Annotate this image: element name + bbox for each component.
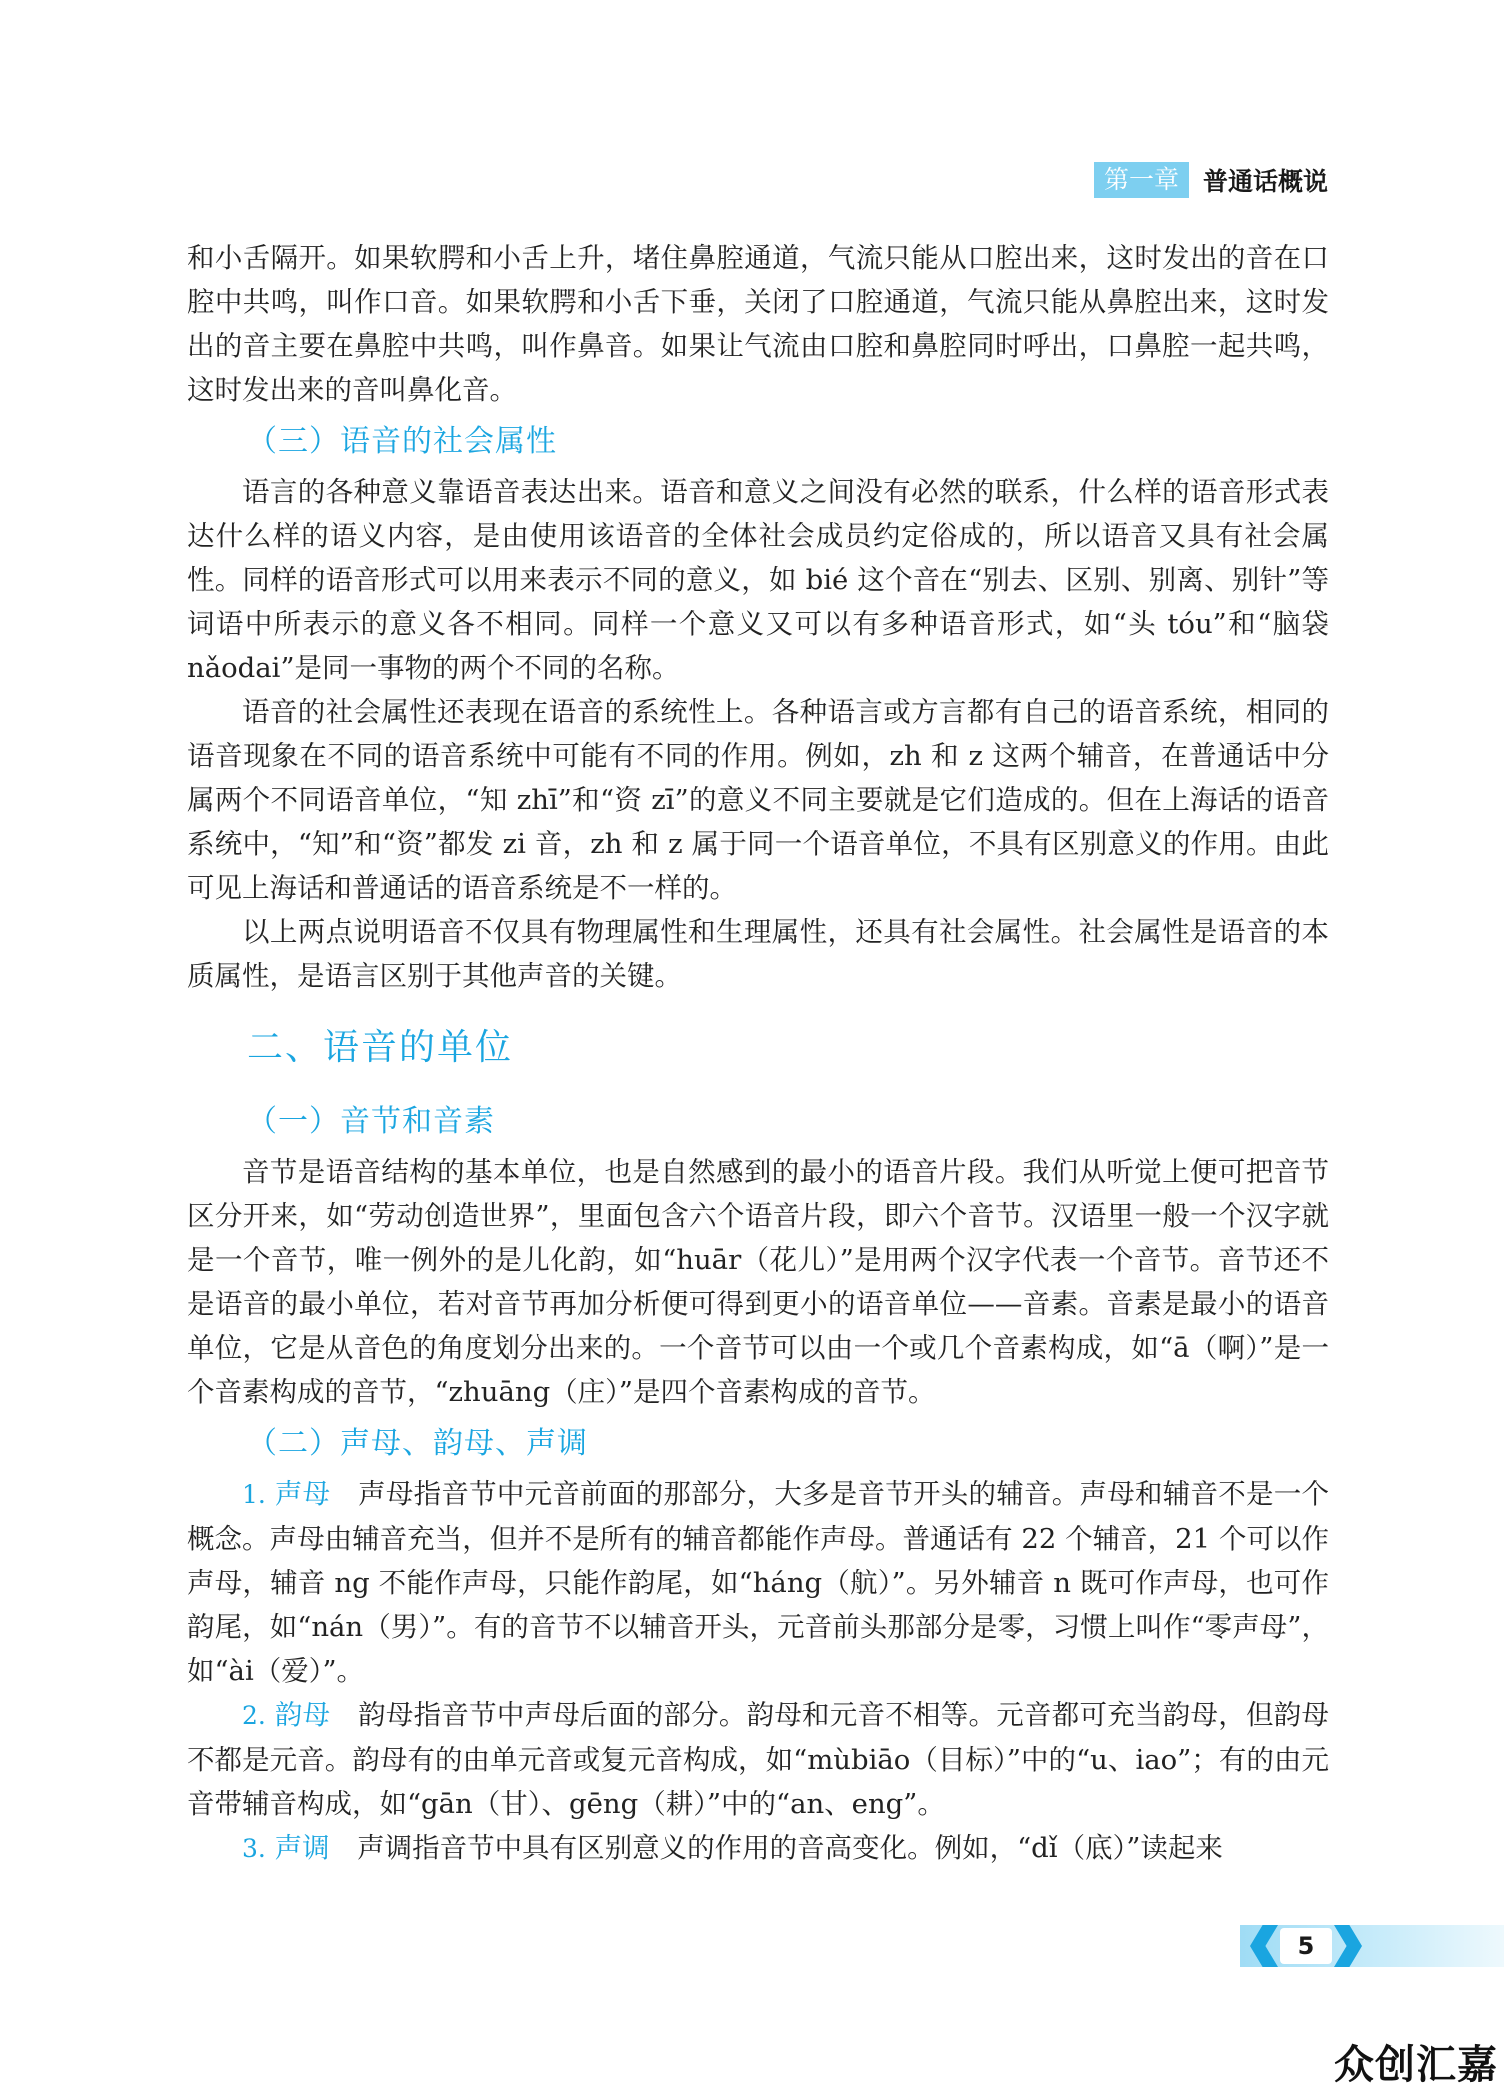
item-number: 2.	[242, 1701, 266, 1730]
paragraph: 以上两点说明语音不仅具有物理属性和生理属性，还具有社会属性。社会属性是语音的本质属性，是语言区别于其他声音的关键。	[187, 916, 1329, 992]
item-text: 韵母指音节中声母后面的部分。韵母和元音不相等。元音都可充当韵母，但韵母不都是元音。韵母有的由单元音或复元音构成，如“mùbiāo（目标）”中的“u、iao”；有的由元音带辅音构成，如“gān（甘）、gēng（耕）”中的“an、eng”。	[187, 1699, 1330, 1820]
paragraph: 音节是语音结构的基本单位，也是自然感到的最小的语音片段。我们从听觉上便可把音节区分开来，如“劳动创造世界”，里面包含六个语音片段，即六个音节。汉语里一般一个汉字就是一个音节，唯一例外的是儿化韵，如“huār（花儿）”是用两个汉字代表一个音节。音节还不是语音的最小单位，若对音节再加分析便可得到更小的语音单位——音素。音素是最小的语音单位，它是从音色的角度划分出来的。一个音节可以由一个或几个音素构成，如“ā（啊）”是一个音素构成的音节，“zhuāng（庄）”是四个音素构成的音节。	[187, 1156, 1329, 1408]
item-number: 3.	[242, 1834, 266, 1863]
item-number: 1.	[242, 1480, 266, 1509]
running-head	[1094, 162, 1328, 198]
watermark: 众创汇嘉	[1334, 2042, 1498, 2088]
item-label	[242, 1478, 330, 1510]
labeled-paragraph-tones	[187, 1826, 1329, 1871]
page-number-badge	[1240, 1925, 1504, 1967]
chapter-title: 普通话概说	[1202, 167, 1328, 196]
labeled-paragraph-finals	[187, 1693, 1329, 1826]
item-text: 声母指音节中元音前面的那部分，大多是音节开头的辅音。声母和辅音不是一个概念。声母由辅音充当，但并不是所有的辅音都能作声母。普通话有 22 个辅音，21 个可以作声母，辅音 ng 不能作声母，只能作韵尾，如“háng（航）”。另外辅音 n 既可作声母，也可作韵尾，如“nán（男）”。有的音节不以辅音开头，元音前头那部分是零，习惯上叫作“零声母”，如“ài（爱）”。	[187, 1478, 1330, 1687]
item-label-text: 声调	[274, 1832, 330, 1864]
chapter-tag: 第一章	[1094, 162, 1189, 198]
item-text: 声调指音节中具有区别意义的作用的音高变化。例如，“dǐ（底）”读起来	[357, 1832, 1223, 1864]
paragraph: 语音的社会属性还表现在语音的系统性上。各种语言或方言都有自己的语音系统，相同的语音现象在不同的语音系统中可能有不同的作用。例如，zh 和 z 这两个辅音，在普通话中分属两个不同语音单位，“知 zhī”和“资 zī”的意义不同主要就是它们造成的。但在上海话的语音系统中，“知”和“资”都发 zi 音，zh 和 z 属于同一个语音单位，不具有区别意义的作用。由此可见上海话和普通话的语音系统是不一样的。	[187, 696, 1329, 904]
labeled-paragraph-initials	[187, 1472, 1329, 1693]
item-label	[242, 1832, 330, 1864]
paragraph: 和小舌隔开。如果软腭和小舌上升，堵住鼻腔通道，气流只能从口腔出来，这时发出的音在口腔中共鸣，叫作口音。如果软腭和小舌下垂，关闭了口腔通道，气流只能从鼻腔出来，这时发出的音主要在鼻腔中共鸣，叫作鼻音。如果让气流由口腔和鼻腔同时呼出，口鼻腔一起共鸣，这时发出来的音叫鼻化音。	[187, 242, 1329, 406]
section-heading-syllable-phoneme: （一）音节和音素	[247, 1104, 495, 1139]
chevron-left-icon	[1250, 1925, 1278, 1967]
section-heading-initials-finals-tones: （二）声母、韵母、声调	[247, 1426, 588, 1461]
chapter-section-heading: 二、语音的单位	[247, 1027, 514, 1068]
item-label-text: 韵母	[274, 1699, 331, 1731]
paragraph: 语言的各种意义靠语音表达出来。语音和意义之间没有必然的联系，什么样的语音形式表达什么样的语义内容，是由使用该语音的全体社会成员约定俗成的，所以语音又具有社会属性。同样的语音形式可以用来表示不同的意义，如 bié 这个音在“别去、区别、别离、别针”等词语中所表示的意义各不相同。同样一个意义又可以有多种语音形式，如“头 tóu”和“脑袋 nǎodai”是同一事物的两个不同的名称。	[187, 476, 1329, 684]
item-label	[242, 1699, 330, 1731]
page-body	[187, 236, 1329, 1871]
page-number: 5	[1280, 1928, 1332, 1964]
item-label-text: 声母	[274, 1478, 331, 1510]
chevron-right-icon	[1334, 1925, 1362, 1967]
section-heading-social-attribute: （三）语音的社会属性	[247, 424, 557, 459]
